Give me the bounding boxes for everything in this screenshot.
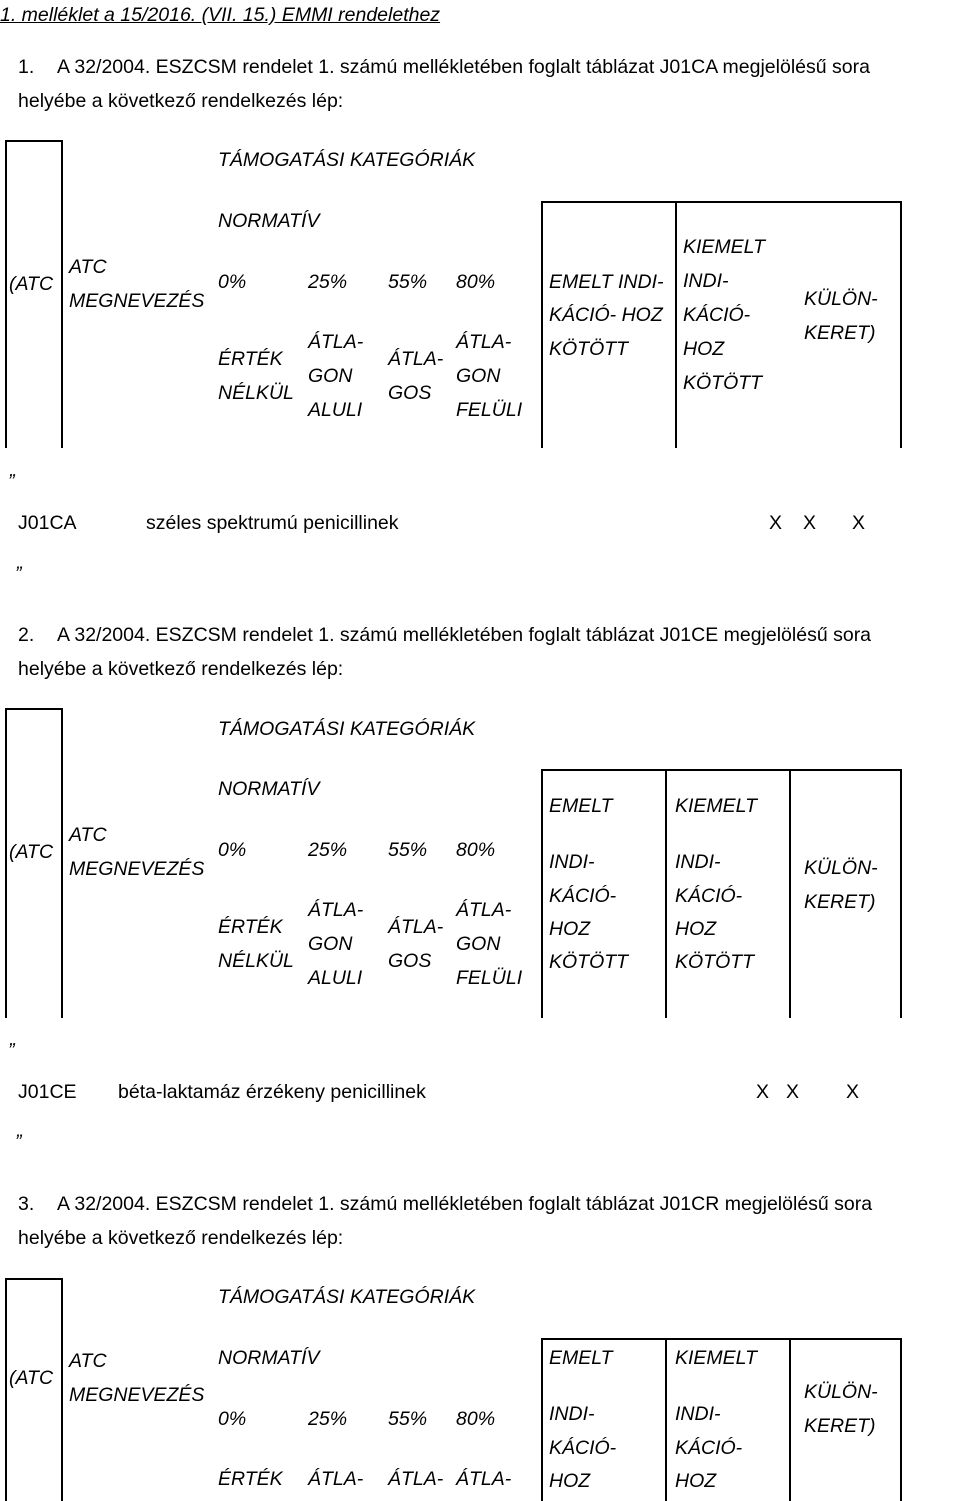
table-subheader-top (541, 201, 902, 203)
row-mark: X (852, 512, 866, 534)
kiemelt-header: KÁCIÓ- (675, 885, 743, 907)
emelt-header: INDI- (549, 851, 595, 873)
table-divider (541, 1338, 543, 1501)
kulonkeret-header: KÜLÖN- (804, 857, 878, 879)
table-border-top (5, 708, 62, 710)
atlag-alatt-label: GON (308, 933, 353, 955)
table-divider (665, 1338, 667, 1501)
row-code: J01CE (18, 1081, 77, 1103)
atlagos-label: ÁTLA- (388, 1468, 444, 1490)
emelt-header: EMELT (549, 1347, 613, 1369)
pct-0-header: 0% (218, 839, 247, 861)
row-mark: X (756, 1081, 770, 1103)
emelt-header: KÖTÖTT (549, 951, 629, 973)
row-name: széles spektrumú penicillinek (146, 512, 399, 534)
table-divider (789, 769, 791, 1018)
atlagos-label: ÁTLA- (388, 348, 444, 370)
pct-80-header: 80% (456, 839, 496, 861)
ertek-label: ÉRTÉK (218, 916, 283, 938)
kulonkeret-header: KÜLÖN- (804, 288, 878, 310)
section-number: 2. (18, 624, 35, 646)
atlag-felett-label: ÁTLA- (456, 899, 512, 921)
kiemelt-header: INDI- (675, 1403, 721, 1425)
atlag-alatt-label: ÁTLA- (308, 899, 364, 921)
row-code: J01CA (18, 512, 77, 534)
section-text-line2: helyébe a következő rendelkezés lép: (18, 1227, 344, 1249)
pct-55-header: 55% (388, 271, 428, 293)
table-subheader-top (541, 769, 902, 771)
table-divider (541, 201, 543, 448)
table-title: TÁMOGATÁSI KATEGÓRIÁK (218, 149, 476, 171)
atc-header: ATC (69, 824, 107, 846)
pct-80-header: 80% (456, 271, 496, 293)
table-border-top (5, 140, 62, 142)
atlag-alatt-label: ÁTLA- (308, 331, 364, 353)
atc-code-header: (ATC (9, 841, 54, 863)
atlagos-label: GOS (388, 382, 432, 404)
ertek-label: ÉRTÉK (218, 1468, 283, 1490)
table-border-top (5, 1278, 62, 1280)
atlag-felett-label: ÁTLA- (456, 331, 512, 353)
emelt-header: EMELT (549, 795, 613, 817)
atlag-felett-label: ÁTLA- (456, 1468, 512, 1490)
open-quote: „ (10, 1028, 17, 1050)
section-text-line1: A 32/2004. ESZCSM rendelet 1. számú mellékletében foglalt táblázat J01CE megjelölésű sora (57, 624, 872, 646)
open-quote: „ (10, 459, 17, 481)
pct-0-header: 0% (218, 271, 247, 293)
emelt-header: INDI- (549, 1403, 595, 1425)
row-mark: X (803, 512, 817, 534)
pct-55-header: 55% (388, 1408, 428, 1430)
emelt-header: EMELT INDI- (549, 271, 664, 293)
table-border-right (900, 201, 902, 448)
table-divider (61, 140, 63, 448)
nelkul-label: NÉLKÜL (218, 950, 294, 972)
atc-name-header: MEGNEVEZÉS (69, 290, 205, 312)
kiemelt-header: KIEMELT (675, 1347, 757, 1369)
kulonkeret-header: KERET) (804, 1415, 876, 1437)
table-border-right (900, 1338, 902, 1501)
row-mark: X (846, 1081, 860, 1103)
kiemelt-header: HOZ (675, 918, 717, 940)
atc-header: ATC (69, 1350, 107, 1372)
atlagos-label: ÁTLA- (388, 916, 444, 938)
table-border-right (900, 769, 902, 1018)
close-quote: ” (15, 563, 22, 585)
table-subheader-top (541, 1338, 902, 1340)
atlag-felett-label: FELÜLI (456, 399, 523, 421)
atlag-alatt-label: GON (308, 365, 353, 387)
atlag-alatt-label: ALULI (308, 967, 363, 989)
table-title: TÁMOGATÁSI KATEGÓRIÁK (218, 718, 476, 740)
pct-0-header: 0% (218, 1408, 247, 1430)
section-number: 3. (18, 1193, 35, 1215)
kiemelt-header: KIEMELT (675, 795, 757, 817)
table-divider (541, 769, 543, 1018)
section-number: 1. (18, 56, 35, 78)
normativ-header: NORMATÍV (218, 210, 320, 232)
atlag-felett-label: GON (456, 365, 501, 387)
pct-80-header: 80% (456, 1408, 496, 1430)
pct-25-header: 25% (308, 839, 348, 861)
emelt-header: HOZ (549, 918, 591, 940)
atc-name-header: MEGNEVEZÉS (69, 1384, 205, 1406)
table-divider (61, 1278, 63, 1501)
table-divider (675, 201, 677, 448)
table-divider (789, 1338, 791, 1501)
section-text-line1: A 32/2004. ESZCSM rendelet 1. számú mellékletében foglalt táblázat J01CR megjelölésű sora (57, 1193, 873, 1215)
kiemelt-header: KÖTÖTT (675, 951, 755, 973)
section-text-line2: helyébe a következő rendelkezés lép: (18, 658, 344, 680)
table-border-left (5, 140, 7, 448)
table-divider (665, 769, 667, 1018)
table-border-left (5, 708, 7, 1018)
emelt-header: KÁCIÓ- HOZ (549, 304, 663, 326)
atlag-felett-label: GON (456, 933, 501, 955)
emelt-header: KÁCIÓ- (549, 885, 617, 907)
kiemelt-header: KÁCIÓ- (675, 1437, 743, 1459)
atc-header: ATC (69, 256, 107, 278)
close-quote: ” (15, 1131, 22, 1153)
atlag-alatt-label: ALULI (308, 399, 363, 421)
ertek-label: ÉRTÉK (218, 348, 283, 370)
pct-55-header: 55% (388, 839, 428, 861)
table-divider (61, 708, 63, 1018)
nelkul-label: NÉLKÜL (218, 382, 294, 404)
atc-code-header: (ATC (9, 273, 54, 295)
emelt-header: KÁCIÓ- (549, 1437, 617, 1459)
atc-code-header: (ATC (9, 1367, 54, 1389)
table-title: TÁMOGATÁSI KATEGÓRIÁK (218, 1286, 476, 1308)
kiemelt-header: INDI- (683, 270, 729, 292)
kiemelt-header: HOZ (675, 1470, 717, 1492)
table-border-left (5, 1278, 7, 1501)
section-text-line1: A 32/2004. ESZCSM rendelet 1. számú mellékletében foglalt táblázat J01CA megjelölésű sora (57, 56, 870, 78)
kiemelt-header: KIEMELT (683, 236, 765, 258)
kiemelt-header: KÖTÖTT (683, 372, 763, 394)
atc-name-header: MEGNEVEZÉS (69, 858, 205, 880)
kiemelt-header: INDI- (675, 851, 721, 873)
emelt-header: HOZ (549, 1470, 591, 1492)
normativ-header: NORMATÍV (218, 778, 320, 800)
row-mark: X (769, 512, 783, 534)
document-header: 1. melléklet a 15/2016. (VII. 15.) EMMI rendelethez (0, 4, 441, 26)
kulonkeret-header: KERET) (804, 891, 876, 913)
kulonkeret-header: KÜLÖN- (804, 1381, 878, 1403)
section-text-line2: helyébe a következő rendelkezés lép: (18, 90, 344, 112)
atlag-felett-label: FELÜLI (456, 967, 523, 989)
pct-25-header: 25% (308, 271, 348, 293)
kiemelt-header: HOZ (683, 338, 725, 360)
normativ-header: NORMATÍV (218, 1347, 320, 1369)
emelt-header: KÖTÖTT (549, 338, 629, 360)
row-name: béta-laktamáz érzékeny penicillinek (118, 1081, 426, 1103)
kulonkeret-header: KERET) (804, 322, 876, 344)
kiemelt-header: KÁCIÓ- (683, 304, 751, 326)
atlagos-label: GOS (388, 950, 432, 972)
row-mark: X (786, 1081, 800, 1103)
atlag-alatt-label: ÁTLA- (308, 1468, 364, 1490)
pct-25-header: 25% (308, 1408, 348, 1430)
